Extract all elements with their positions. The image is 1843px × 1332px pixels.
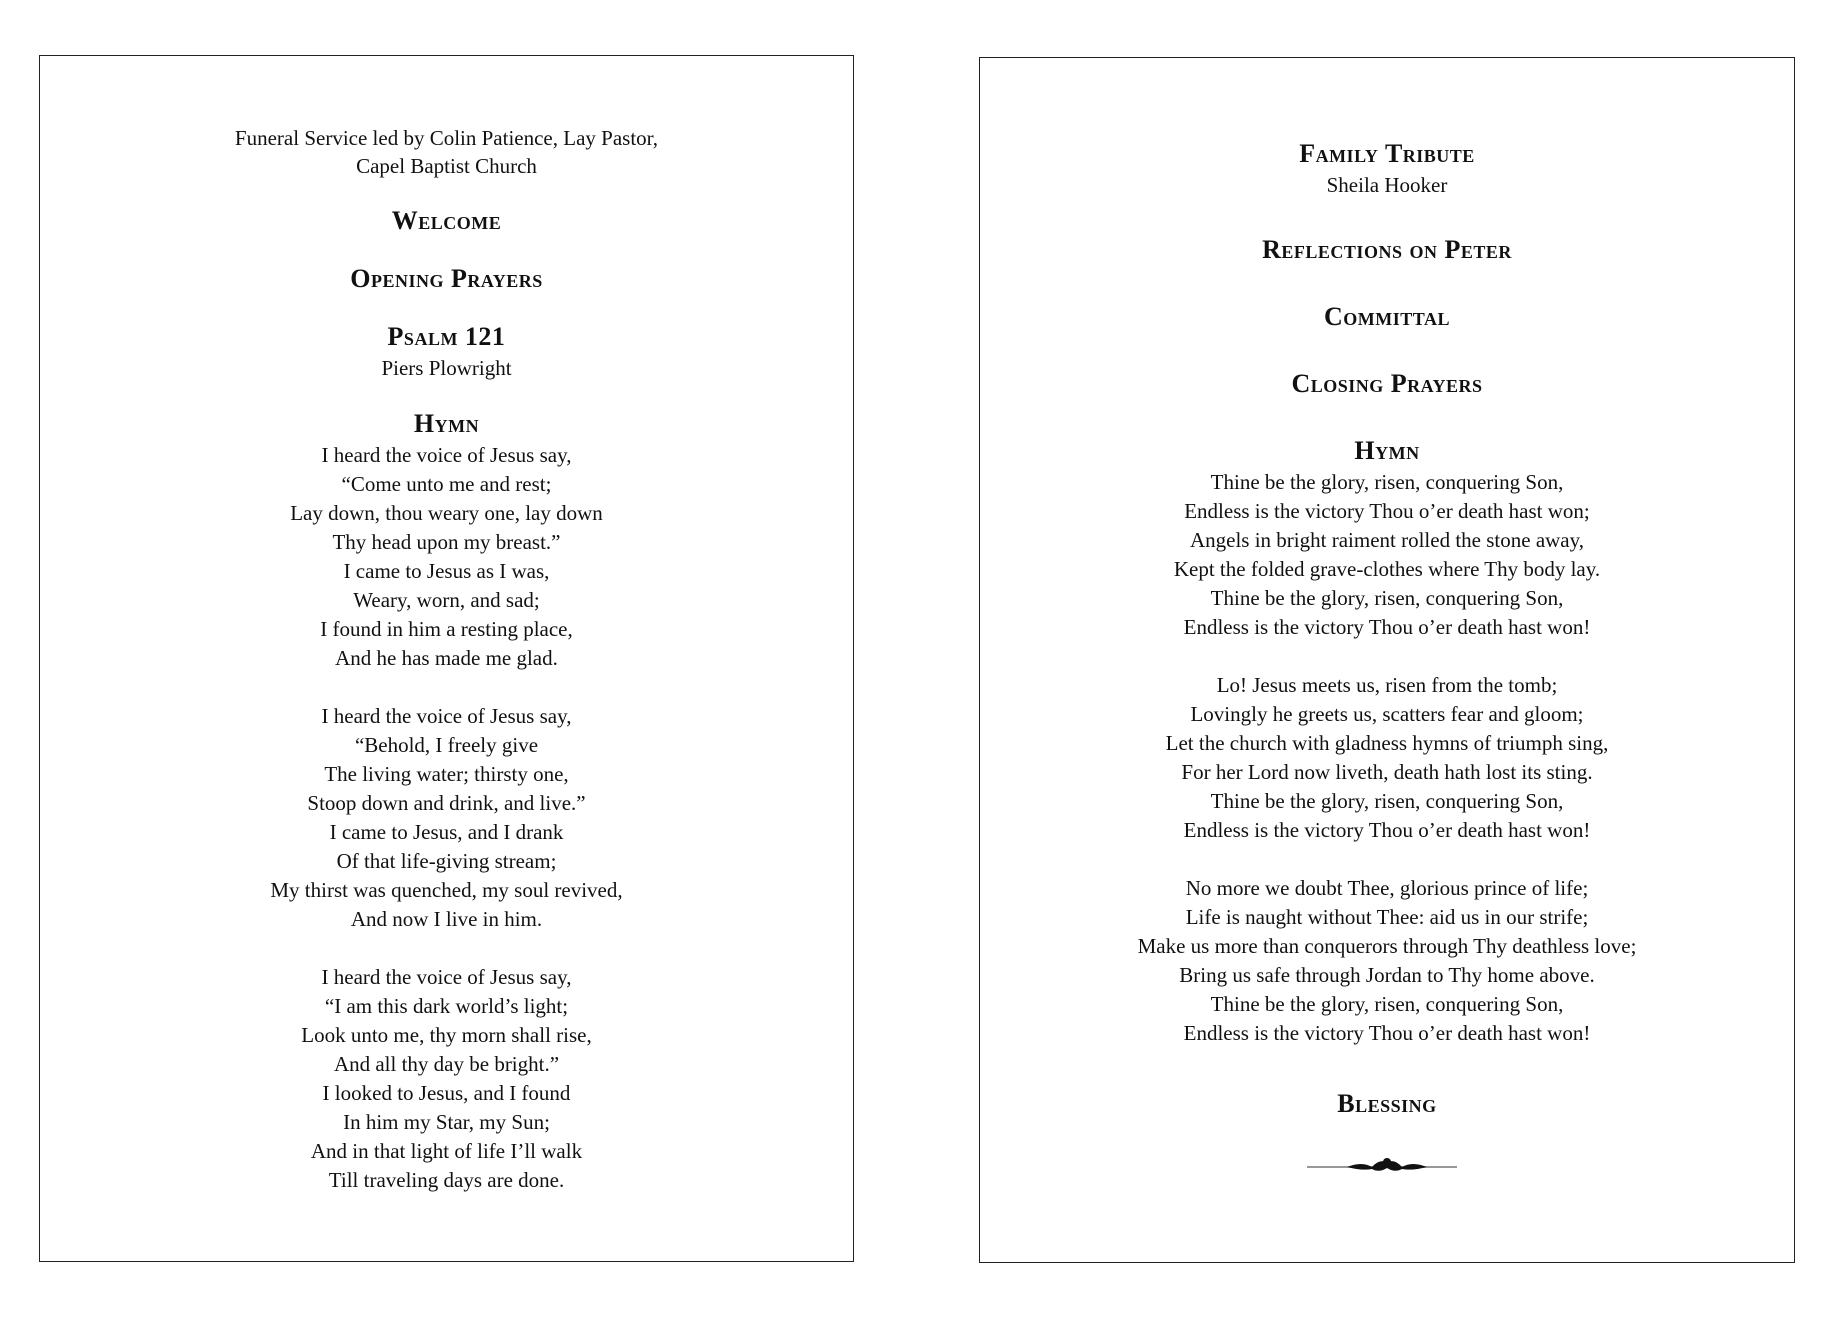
blessing-heading: Blessing bbox=[1337, 1089, 1437, 1118]
hymn-lyrics bbox=[40, 441, 853, 1195]
family-tribute-heading: Family Tribute bbox=[1299, 139, 1475, 168]
hymn-line: “Come unto me and rest; bbox=[341, 472, 552, 496]
tribute-speaker: Sheila Hooker bbox=[1326, 173, 1448, 197]
hymn-line: Endless is the victory Thou o’er death hast won! bbox=[1183, 615, 1591, 639]
hymn-line: Life is naught without Thee: aid us in our strife; bbox=[1185, 905, 1589, 929]
hymn-heading: Hymn bbox=[413, 409, 480, 438]
hymn-line: I found in him a resting place, bbox=[320, 617, 573, 641]
hymn-line: In him my Star, my Sun; bbox=[343, 1110, 550, 1134]
hymn-line: Of that life-giving stream; bbox=[336, 849, 557, 873]
hymn-line: And all thy day be bright.” bbox=[333, 1052, 560, 1076]
hymn-line: I looked to Jesus, and I found bbox=[322, 1081, 571, 1105]
hymn-line: The living water; thirsty one, bbox=[324, 762, 569, 786]
psalm-heading: Psalm 121 bbox=[387, 322, 506, 351]
hymn-line: I heard the voice of Jesus say, bbox=[321, 965, 572, 989]
hymn-line: And he has made me glad. bbox=[335, 646, 558, 670]
hymn-line: Thine be the glory, risen, conquering Son, bbox=[1210, 470, 1564, 494]
hymn-line: Endless is the victory Thou o’er death hast won! bbox=[1183, 818, 1591, 842]
hymn-line: I heard the voice of Jesus say, bbox=[321, 704, 572, 728]
stanza-break bbox=[40, 673, 853, 702]
hymn-line: Kept the folded grave-clothes where Thy body lay. bbox=[1173, 557, 1601, 581]
hymn-line: Let the church with gladness hymns of triumph sing, bbox=[1165, 731, 1609, 755]
hymn-line: “I am this dark world’s light; bbox=[324, 994, 569, 1018]
ornament-divider-icon bbox=[1307, 1155, 1467, 1175]
hymn-line: Thine be the glory, risen, conquering Son, bbox=[1210, 789, 1564, 813]
hymn-line: Stoop down and drink, and live.” bbox=[307, 791, 586, 815]
hymn-line: Lo! Jesus meets us, risen from the tomb; bbox=[1216, 673, 1558, 697]
opening-prayers-heading: Opening Prayers bbox=[350, 264, 543, 293]
hymn-line: No more we doubt Thee, glorious prince of life; bbox=[1185, 876, 1589, 900]
hymn-line: For her Lord now liveth, death hath lost its sting. bbox=[1181, 760, 1593, 784]
hymn-line: Bring us safe through Jordan to Thy home above. bbox=[1179, 963, 1595, 987]
hymn-line: I heard the voice of Jesus say, bbox=[321, 443, 572, 467]
hymn-heading: Hymn bbox=[1354, 436, 1420, 465]
welcome-heading: Welcome bbox=[391, 206, 502, 235]
hymn-line: My thirst was quenched, my soul revived, bbox=[270, 878, 623, 902]
reflections-heading: Reflections on Peter bbox=[1262, 235, 1512, 264]
hymn-line: Endless is the victory Thou o’er death hast won! bbox=[1183, 1021, 1591, 1045]
hymn-line: Till traveling days are done. bbox=[328, 1168, 565, 1192]
hymn-line: Thine be the glory, risen, conquering Son, bbox=[1210, 992, 1564, 1016]
hymn-line: Lovingly he greets us, scatters fear and gloom; bbox=[1190, 702, 1584, 726]
hymn-lyrics bbox=[980, 468, 1794, 1048]
left-page bbox=[39, 55, 854, 1262]
stanza-break bbox=[980, 845, 1794, 874]
hymn-line: Look unto me, thy morn shall rise, bbox=[301, 1023, 592, 1047]
hymn-line: Weary, worn, and sad; bbox=[353, 588, 540, 612]
hymn-line: And now I live in him. bbox=[350, 907, 543, 931]
hymn-line: “Behold, I freely give bbox=[354, 733, 539, 757]
intro-line: Funeral Service led by Colin Patience, Lay Pastor, bbox=[234, 126, 659, 150]
stanza-break bbox=[980, 642, 1794, 671]
hymn-line: I came to Jesus as I was, bbox=[343, 559, 550, 583]
hymn-line: Angels in bright raiment rolled the stone away, bbox=[1189, 528, 1585, 552]
hymn-line: Thy head upon my breast.” bbox=[332, 530, 561, 554]
right-page bbox=[979, 57, 1795, 1263]
hymn-line: Thine be the glory, risen, conquering Son, bbox=[1210, 586, 1564, 610]
hymn-line: Lay down, thou weary one, lay down bbox=[290, 501, 603, 525]
hymn-line: Endless is the victory Thou o’er death hast won; bbox=[1184, 499, 1590, 523]
hymn-line: I came to Jesus, and I drank bbox=[329, 820, 564, 844]
stanza-break bbox=[40, 934, 853, 963]
closing-prayers-heading: Closing Prayers bbox=[1291, 369, 1483, 398]
intro-line: Capel Baptist Church bbox=[356, 154, 537, 178]
committal-heading: Committal bbox=[1324, 302, 1450, 331]
psalm-reader: Piers Plowright bbox=[381, 356, 512, 380]
hymn-line: And in that light of life I’ll walk bbox=[310, 1139, 583, 1163]
service-intro bbox=[40, 124, 853, 180]
hymn-line: Make us more than conquerors through Thy deathless love; bbox=[1137, 934, 1637, 958]
